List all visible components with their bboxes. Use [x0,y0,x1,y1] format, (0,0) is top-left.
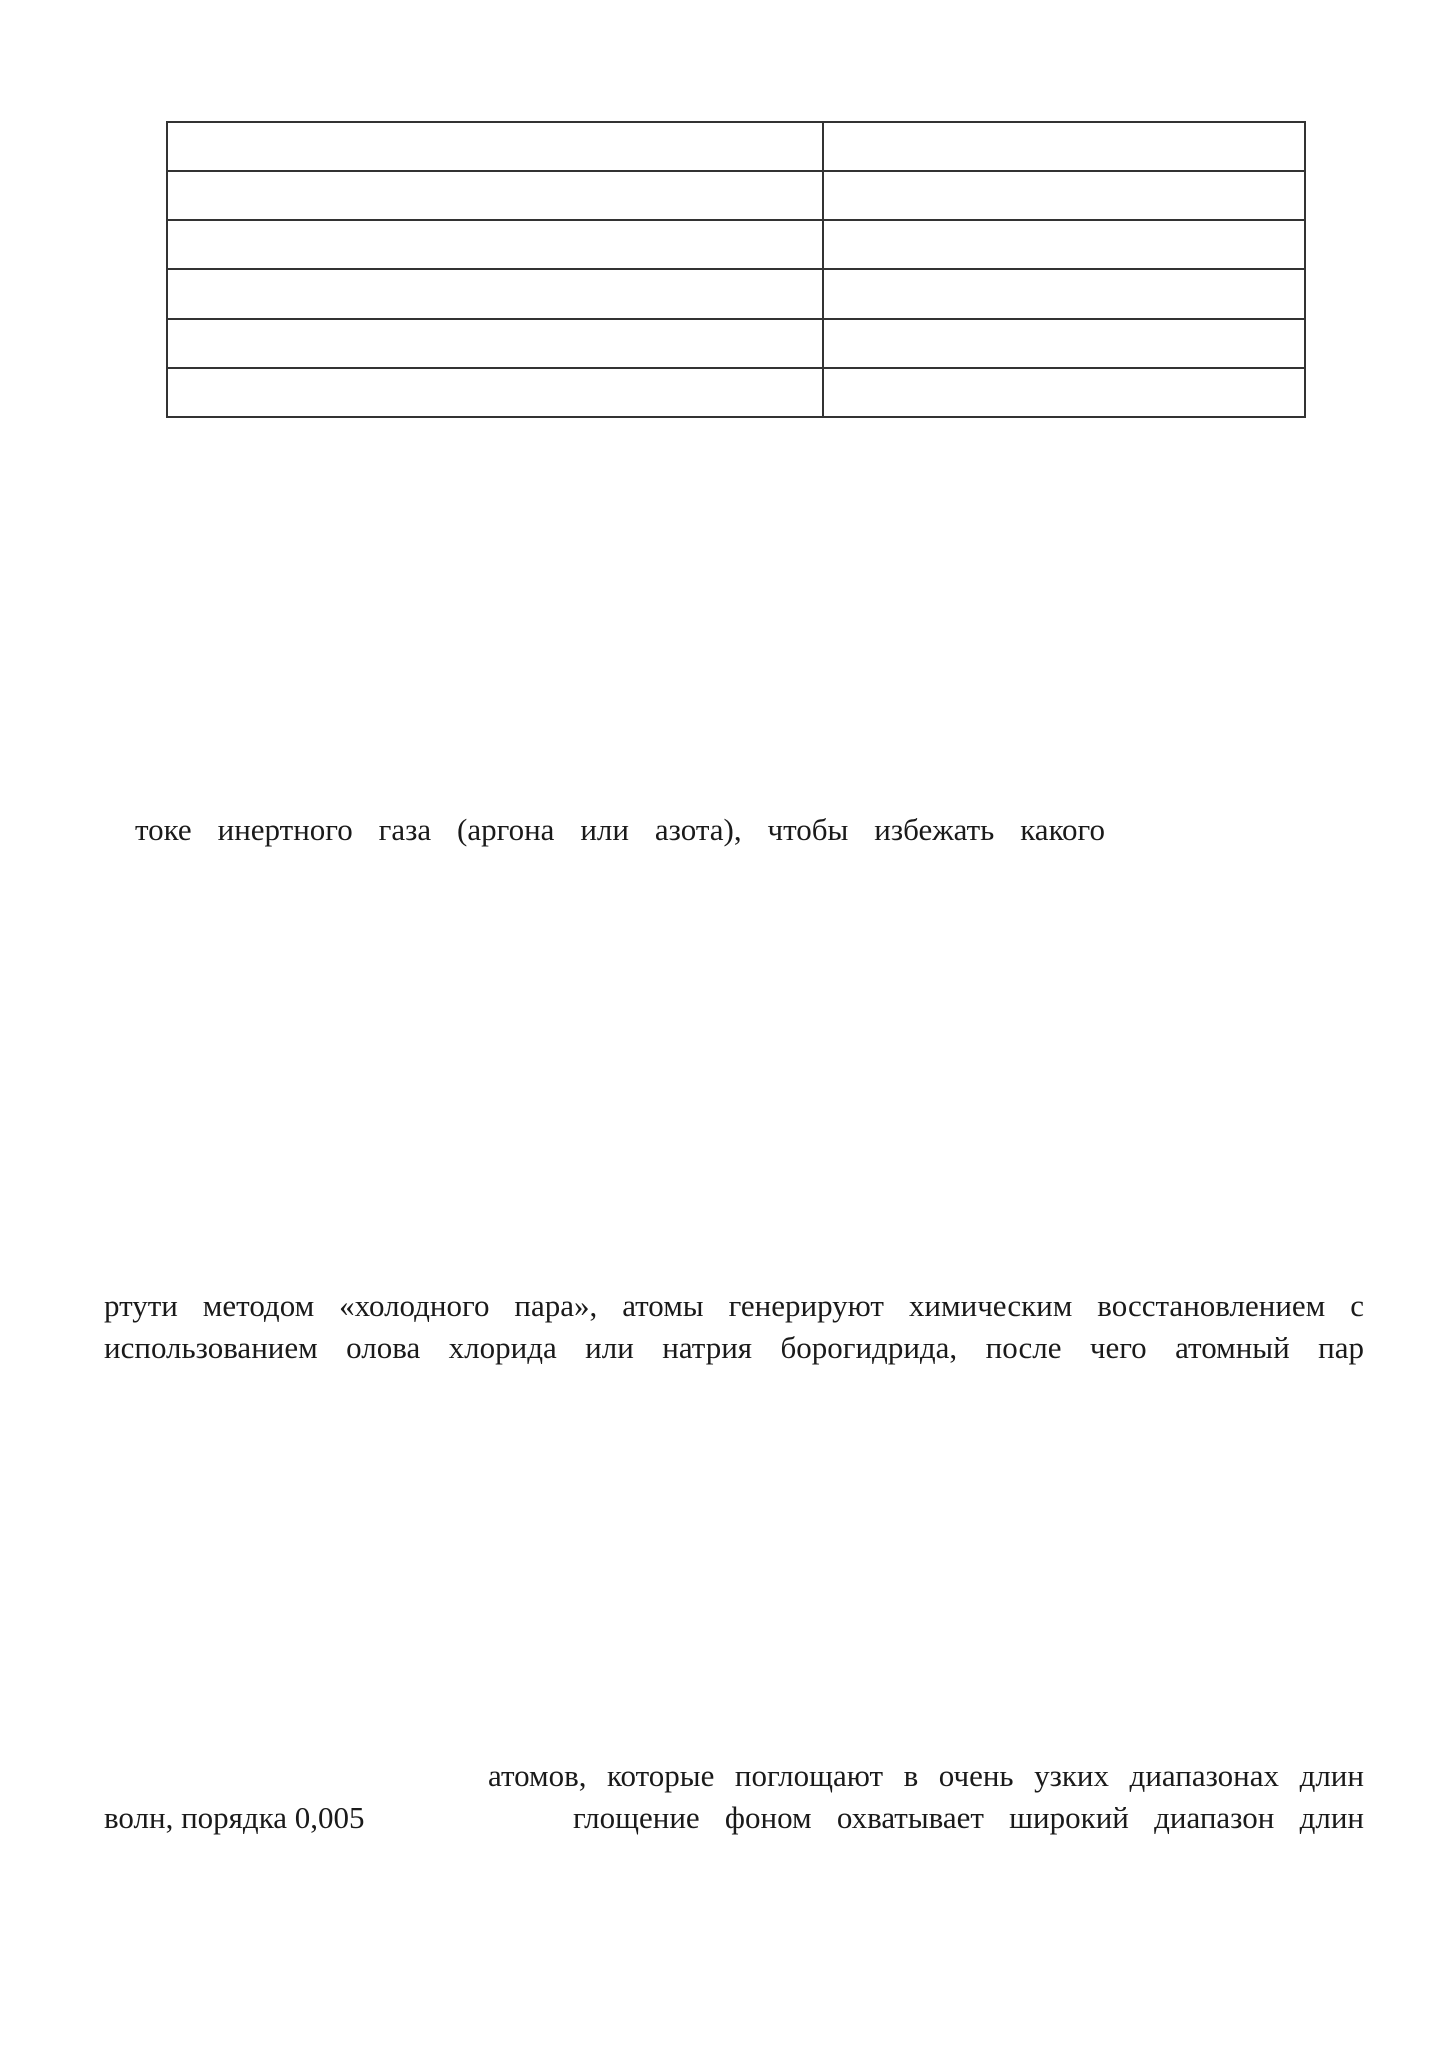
table-row [167,269,1305,318]
table-row [167,319,1305,368]
text-line-background-absorption: глощение фоном охватывает широкий диапазон длин [573,1800,1364,1835]
table-cell [823,269,1305,318]
table-cell [167,122,823,171]
table-cell [167,269,823,318]
table-row [167,122,1305,171]
table-row [167,368,1305,417]
table-cell [823,171,1305,220]
empty-table [166,121,1306,418]
text-line-inert-gas: токе инертного газа (аргона или азота), чтобы избежать какого [135,812,1105,847]
table-cell [167,368,823,417]
table-cell [167,319,823,368]
text-line-wavelength-order: волн, порядка 0,005 [104,1800,365,1835]
text-line-cold-vapor: ртути методом «холодного пара», атомы генерируют химическим восстановлением с [104,1288,1364,1323]
table-cell [167,220,823,269]
table-row [167,220,1305,269]
table-body [167,122,1305,417]
table-cell [823,122,1305,171]
table-cell [823,368,1305,417]
table-cell [823,319,1305,368]
table-cell [167,171,823,220]
table-row [167,171,1305,220]
text-line-narrow-ranges: атомов, которые поглощают в очень узких диапазонах длин [488,1758,1364,1793]
text-line-reduction: использованием олова хлорида или натрия борогидрида, после чего атомный пар [104,1330,1364,1365]
table-cell [823,220,1305,269]
